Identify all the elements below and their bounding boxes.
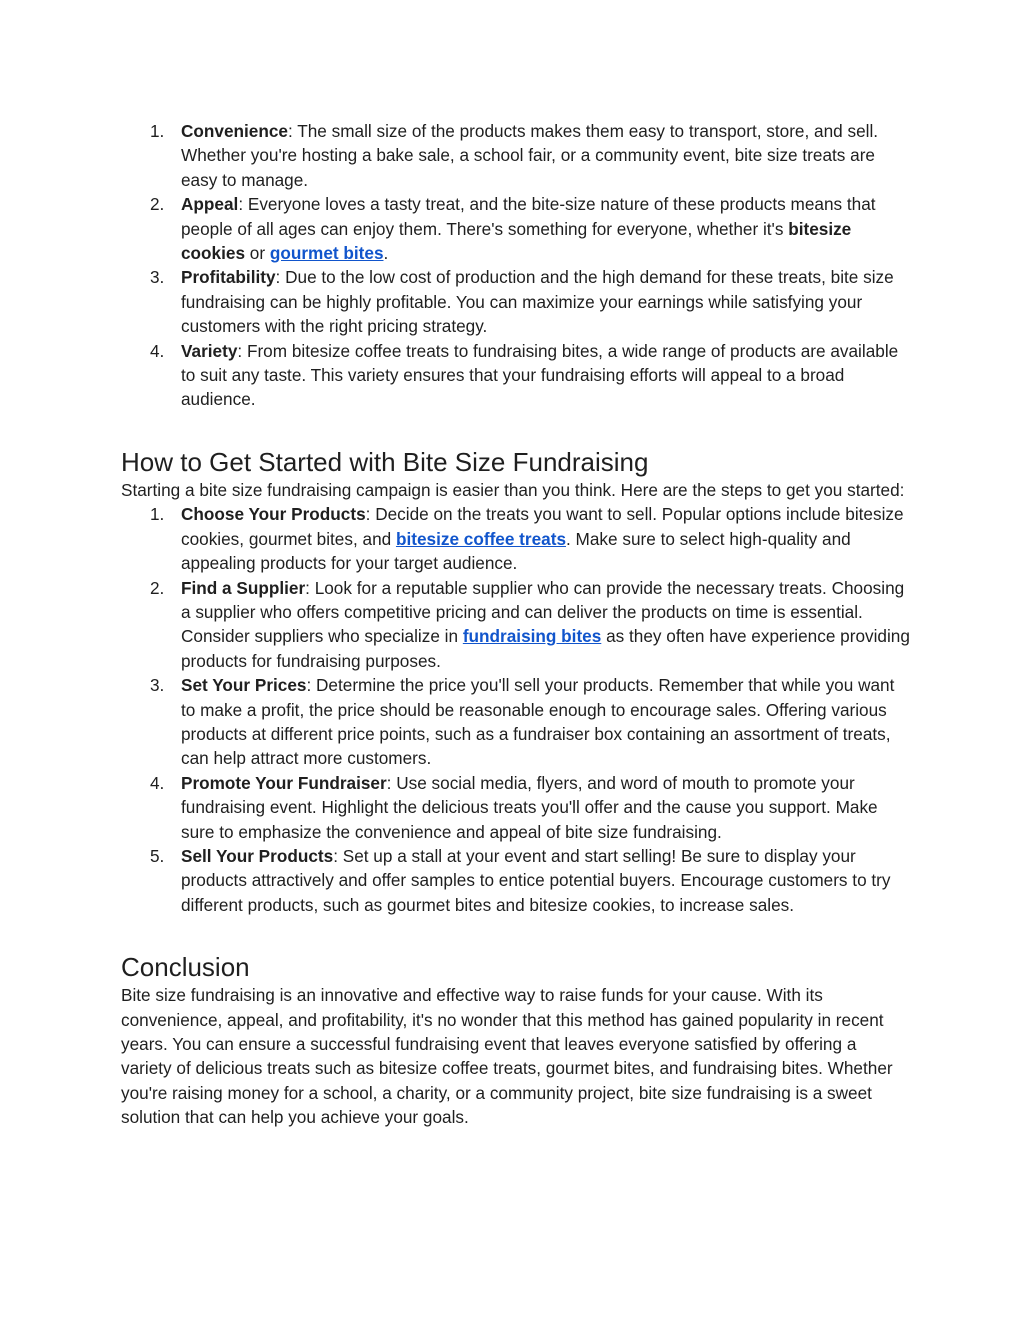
- section-heading-conclusion: Conclusion: [121, 952, 250, 983]
- list-item: [121, 576, 911, 674]
- list-text: : Decide on the treats you want to sell. Popular options include bitesize cookies, gourmet bites, and: [181, 504, 904, 549]
- list-term: Appeal: [181, 194, 239, 215]
- list-number: 4.: [150, 772, 165, 793]
- list-text-end: .: [383, 243, 389, 264]
- list-item: [121, 771, 911, 844]
- list-text: : Everyone loves a tasty treat, and the bite-size nature of these products means that people of all ages can enjoy them. There's something for everyone, whether it's: [181, 194, 876, 239]
- gourmet-bites-link[interactable]: gourmet bites: [269, 243, 384, 264]
- list-term: Set Your Prices: [181, 675, 307, 696]
- list-number: 5.: [150, 845, 165, 866]
- list-item: [121, 339, 911, 412]
- list-text: : Due to the low cost of production and the high demand for these treats, bite size fundraising can be highly profitable. You can maximize your earnings while satisfying your customers with the right pricing strategy.: [181, 267, 894, 337]
- list-item: [121, 844, 911, 917]
- list-number: 4.: [150, 340, 165, 361]
- list-term: Choose Your Products: [181, 504, 366, 525]
- steps-list: [121, 502, 911, 917]
- list-term: Find a Supplier: [181, 577, 306, 598]
- section-intro: Starting a bite size fundraising campaign is easier than you think. Here are the steps to get you started:: [121, 479, 905, 500]
- list-term: Variety: [181, 340, 238, 361]
- list-text: : The small size of the products makes them easy to transport, store, and sell. Whether you're hosting a bake sale, a school fair, or a community event, bite size treats are easy to manage.: [181, 121, 879, 190]
- list-number: 1.: [150, 504, 165, 525]
- list-text-after: as they often have experience providing products for fundraising purposes.: [181, 626, 910, 671]
- list-term: Profitability: [181, 267, 276, 288]
- conclusion-body: Bite size fundraising is an innovative and effective way to raise funds for your cause. With its convenience, appeal, and profitability, it's no wonder that this method has gained popularity in recent years. You can ensure a successful fundraising event that leaves everyone satisfied by offering a variety of delicious treats such as bitesize coffee treats, gourmet bites, and fundraising bites. Whether you're raising money for a school, a charity, or a community project, bite size fundraising is a sweet solution that can help you achieve your goals.: [121, 985, 893, 1128]
- list-item: [121, 265, 911, 338]
- bitesize-coffee-treats-link[interactable]: bitesize coffee treats: [395, 528, 566, 549]
- list-item: [121, 673, 911, 771]
- list-term: Convenience: [181, 121, 288, 141]
- section-heading-getting-started: How to Get Started with Bite Size Fundraising: [121, 446, 649, 477]
- document-page: [121, 119, 911, 1130]
- list-number: 3.: [150, 675, 165, 696]
- list-text: : From bitesize coffee treats to fundraising bites, a wide range of products are available to suit any taste. This variety ensures that your fundraising efforts will appeal to a broad audience.: [181, 340, 899, 410]
- list-number: 3.: [150, 267, 165, 288]
- list-text-after: . Make sure to select high-quality and appealing products for your target audience.: [181, 528, 851, 574]
- list-number: 2.: [150, 577, 165, 598]
- list-text: : Look for a reputable supplier who can provide the necessary treats. Choosing a supplier who offers competitive pricing and can deliver the products on time is essential. Consider suppliers who specialize in: [181, 577, 905, 647]
- list-number: 1.: [150, 121, 165, 141]
- list-item: [121, 119, 911, 192]
- list-number: 2.: [150, 194, 165, 215]
- list-item: [121, 192, 911, 265]
- benefits-list: [121, 119, 911, 412]
- fundraising-bites-link[interactable]: fundraising bites: [462, 626, 602, 647]
- bold-phrase: bitesize cookies: [181, 218, 852, 264]
- list-text: : Use social media, flyers, and word of mouth to promote your fundraising event. Highlight the delicious treats you'll offer and the cause you support. Make sure to emphasize the convenience and appeal of bite size fundraising.: [181, 772, 878, 842]
- list-text-connector: or: [245, 243, 270, 264]
- list-term: Promote Your Fundraiser: [181, 772, 387, 793]
- list-item: [121, 502, 911, 575]
- list-term: Sell Your Products: [181, 845, 334, 866]
- list-text: : Determine the price you'll sell your products. Remember that while you want to make a profit, the price should be reasonable enough to encourage sales. Offering various products at different price points, such as a fundraiser box containing an assortment of treats, can help attract more customers.: [181, 675, 895, 769]
- list-text: : Set up a stall at your event and start selling! Be sure to display your products attractively and offer samples to entice potential buyers. Encourage customers to try different products, such as gourmet bites and bitesize cookies, to increase sales.: [181, 845, 891, 915]
